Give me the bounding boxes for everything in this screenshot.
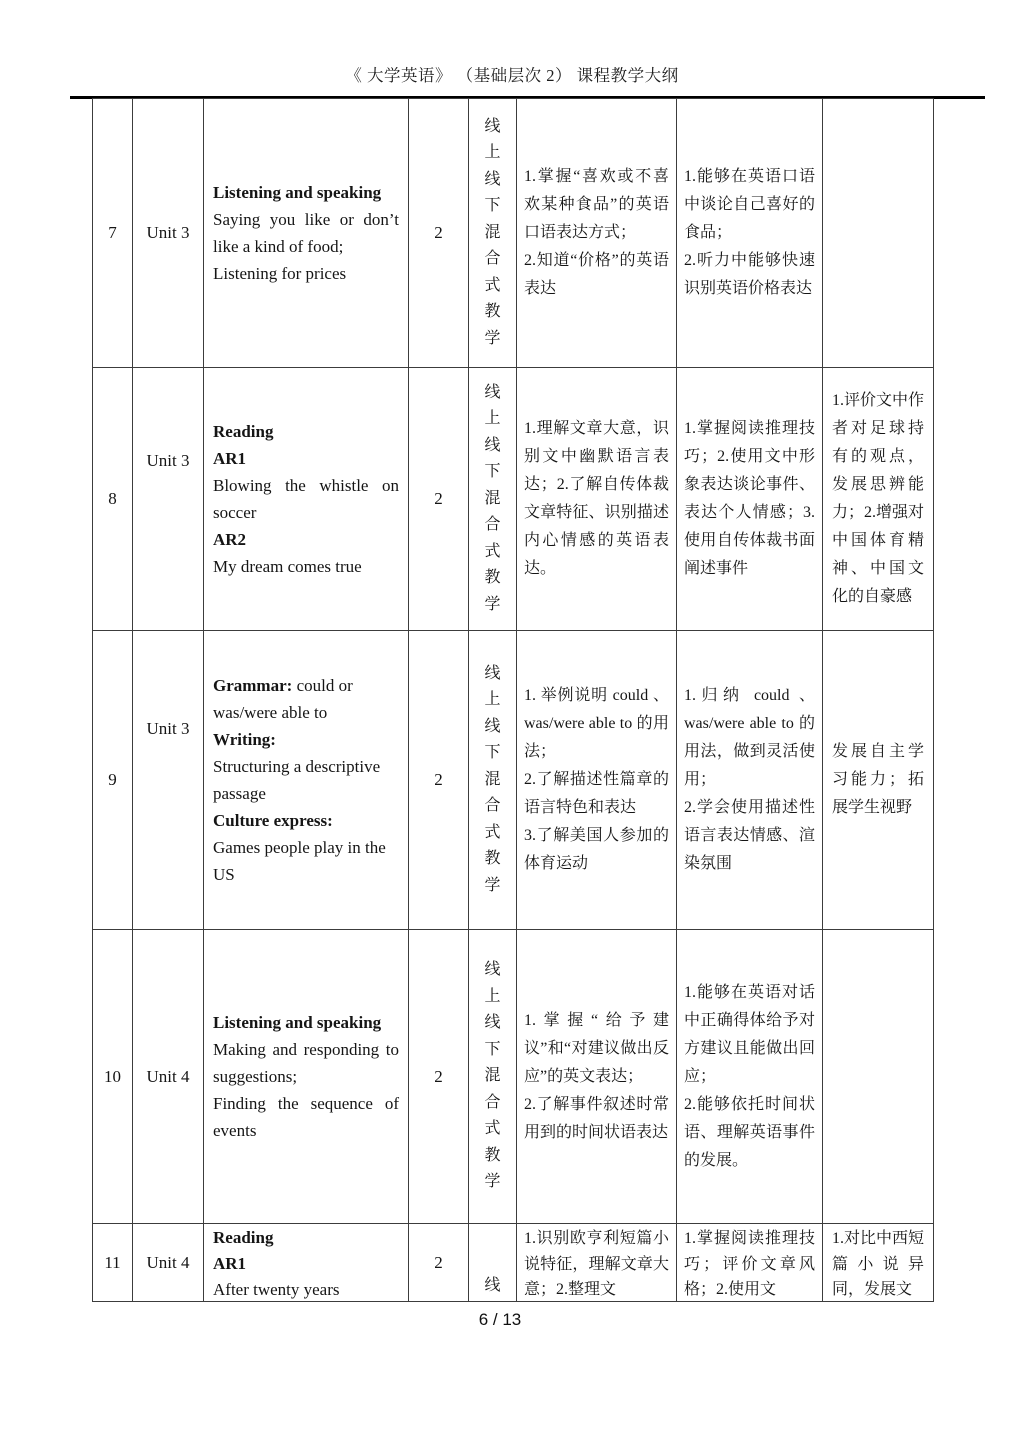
cell-row-number (93, 99, 133, 368)
method-char: 上 (484, 691, 501, 709)
cell-row-number-text: 8 (108, 489, 117, 508)
cell-teaching-method-text (469, 957, 516, 1196)
content-line: After twenty years (213, 1280, 340, 1299)
cell-hours (409, 368, 469, 631)
method-char: 上 (484, 410, 501, 428)
cell-content-text (204, 179, 408, 287)
literacy-item: 1.对比中西短篇小说异同，发展文 (832, 1230, 925, 1298)
cell-teaching-method-text (469, 380, 516, 619)
method-char: 学 (484, 1173, 501, 1191)
content-line-bold: Grammar: (213, 676, 293, 695)
content-line: Grammar: could or was/were able to (213, 676, 353, 722)
method-char: 混 (484, 770, 501, 788)
content-line (213, 1251, 399, 1277)
method-char: 式 (484, 542, 501, 560)
method-char: 线 (484, 664, 501, 682)
cell-unit (133, 1224, 204, 1302)
method-char: 下 (484, 1040, 501, 1058)
cell-abilities-text (677, 682, 822, 878)
cell-content-text (204, 1009, 408, 1144)
cell-literacy (823, 368, 934, 631)
cell-unit-text: Unit 3 (146, 719, 190, 738)
objective-item: 1. 举例说明 could 、was/were able to 的用法； (524, 687, 669, 760)
method-char: 式 (484, 823, 501, 841)
method-char: 学 (484, 329, 501, 347)
literacy-item: 发展自主学习能力；拓展学生视野 (832, 743, 924, 816)
content-line: Structuring a descriptive passage (213, 757, 381, 803)
ability-item: 2.听力中能够快速识别英语价格表达 (684, 252, 815, 297)
content-line (213, 1225, 399, 1251)
cell-row-number (93, 930, 133, 1224)
objective-item: 2.了解事件叙述时常用到的时间状语表达 (524, 1095, 669, 1141)
ability-item: 1.掌握阅读推理技巧；评价文章风格；2.使用文 (684, 1230, 815, 1298)
method-char: 下 (484, 744, 501, 762)
method-char: 式 (484, 1120, 501, 1138)
method-char: 线 (484, 170, 501, 188)
cell-content (204, 631, 409, 930)
method-char: 混 (484, 1067, 501, 1085)
cell-objectives-text (517, 415, 676, 583)
method-char: 混 (484, 223, 501, 241)
content-line (213, 807, 399, 834)
cell-objectives (517, 1224, 677, 1302)
cell-row-number-text: 9 (108, 770, 117, 789)
syllabus-table-body (93, 99, 934, 1302)
cell-row-number (93, 631, 133, 930)
content-line (213, 526, 399, 553)
cell-content (204, 368, 409, 631)
cell-unit (133, 99, 204, 368)
cell-hours-text: 2 (434, 489, 443, 508)
content-line-bold: Culture express: (213, 811, 333, 830)
cell-teaching-method (469, 99, 517, 368)
method-char: 教 (484, 1146, 501, 1164)
table-row (93, 930, 934, 1224)
table-row (93, 368, 934, 631)
method-char: 教 (484, 303, 501, 321)
cell-objectives-text (517, 1224, 676, 1301)
objective-item: 2.了解描述性篇章的语言特色和表达 (524, 771, 669, 816)
cell-objectives (517, 930, 677, 1224)
cell-abilities (677, 631, 823, 930)
cell-row-number-text: 7 (108, 223, 117, 242)
content-line: Saying you like or don’t like a kind of food; (213, 210, 399, 256)
cell-literacy-text (823, 1224, 933, 1301)
content-line-bold: Reading (213, 422, 274, 441)
method-char: 学 (484, 876, 501, 894)
cell-hours (409, 631, 469, 930)
cell-unit-text: Unit 3 (146, 451, 190, 470)
cell-row-number (93, 1224, 133, 1302)
cell-objectives (517, 99, 677, 368)
objective-item: 1.掌握“给予建议”和“对建议做出反应”的英文表达； (524, 1011, 669, 1085)
method-char: 合 (484, 797, 501, 815)
content-line: Making and responding to suggestions; (213, 1040, 399, 1086)
cell-content-text (204, 672, 408, 888)
cell-teaching-method (469, 631, 517, 930)
ability-item: 1.掌握阅读推理技巧；2.使用文中形象表达谈论事件、表达个人情感；3.使用自传体裁书面阐述事件 (684, 420, 815, 577)
content-line (213, 726, 399, 753)
cell-literacy (823, 631, 934, 930)
objective-item: 3.了解美国人参加的体育运动 (524, 827, 669, 872)
cell-abilities (677, 930, 823, 1224)
method-char: 合 (484, 1093, 501, 1111)
content-line-bold: Listening and speaking (213, 183, 382, 202)
objective-item: 1.理解文章大意，识别文中幽默语言表达；2.了解自传体裁文章特征、识别描述内心情感的英语表达。 (524, 420, 669, 577)
cell-literacy (823, 99, 934, 368)
content-line: Listening for prices (213, 264, 347, 283)
content-line-bold: AR1 (213, 1254, 247, 1273)
cell-teaching-method-text (469, 661, 516, 900)
cell-teaching-method (469, 368, 517, 631)
cell-teaching-method-text (469, 1273, 516, 1302)
cell-hours-text: 2 (434, 1066, 443, 1086)
objective-item: 1.识别欧亨利短篇小说特征，理解文章大意；2.整理文 (524, 1230, 669, 1298)
cell-teaching-method (469, 1224, 517, 1302)
method-char: 下 (484, 463, 501, 481)
content-line-bold: Writing: (213, 730, 276, 749)
method-char: 线 (484, 383, 501, 401)
objective-item: 1.掌握“喜欢或不喜欢某种食品”的英语口语表达方式； (524, 168, 669, 241)
ability-item: 1.归纳 could 、was/were able to 的用法，做到灵活使用； (684, 687, 815, 788)
method-char: 上 (484, 987, 501, 1005)
method-char: 合 (484, 516, 501, 534)
cell-teaching-method-text (469, 114, 516, 353)
cell-unit (133, 368, 204, 631)
objective-item: 2.知道“价格”的英语表达 (524, 252, 669, 297)
cell-literacy-text (823, 387, 933, 611)
method-char: 下 (484, 197, 501, 215)
cell-hours (409, 930, 469, 1224)
cell-abilities (677, 99, 823, 368)
cell-row-number (93, 368, 133, 631)
cell-hours-text: 2 (434, 223, 443, 242)
cell-unit-text: Unit 4 (146, 1066, 190, 1086)
content-line: Blowing the whistle on soccer (213, 476, 399, 522)
cell-literacy (823, 930, 934, 1224)
table-row (93, 99, 934, 368)
syllabus-table (92, 98, 934, 1302)
cell-abilities (677, 368, 823, 631)
cell-unit (133, 631, 204, 930)
cell-hours-text: 2 (434, 770, 443, 789)
cell-teaching-method (469, 930, 517, 1224)
cell-content-text (204, 1224, 408, 1300)
content-line: Finding the sequence of events (213, 1094, 399, 1140)
cell-literacy (823, 1224, 934, 1302)
cell-row-number-text: 11 (104, 1252, 121, 1272)
cell-objectives (517, 368, 677, 631)
method-char: 混 (484, 489, 501, 507)
cell-content-text (204, 418, 408, 580)
method-char: 教 (484, 569, 501, 587)
ability-item: 1.能够在英语对话中正确得体给予对方建议且能做出回应； (684, 983, 815, 1085)
ability-item: 2.学会使用描述性语言表达情感、渲染氛围 (684, 799, 815, 872)
content-line-bold: AR1 (213, 449, 247, 468)
cell-objectives-text (517, 163, 676, 303)
cell-unit-text: Unit 4 (146, 1252, 190, 1272)
cell-content (204, 99, 409, 368)
page-number: 6 / 13 (478, 1310, 522, 1329)
ability-item: 1.能够在英语口语中谈论自己喜好的食品； (684, 168, 815, 241)
cell-hours (409, 1224, 469, 1302)
method-char: 线 (484, 717, 501, 735)
content-line (213, 1009, 399, 1036)
content-line: My dream comes true (213, 557, 362, 576)
cell-objectives (517, 631, 677, 930)
method-char: 线 (484, 117, 501, 135)
method-char: 线 (484, 1014, 501, 1032)
cell-abilities-text (677, 1224, 822, 1301)
ability-item: 2.能够依托时间状语、理解英语事件的发展。 (684, 1095, 815, 1169)
method-char: 上 (484, 144, 501, 162)
method-char: 合 (484, 250, 501, 268)
cell-hours-text: 2 (434, 1252, 443, 1272)
cell-abilities-text (677, 415, 822, 583)
cell-unit (133, 930, 204, 1224)
cell-objectives-text (517, 682, 676, 878)
cell-row-number-text: 10 (104, 1066, 121, 1086)
method-char: 线 (484, 436, 501, 454)
method-char: 学 (484, 595, 501, 613)
cell-content (204, 930, 409, 1224)
cell-objectives-text (517, 1007, 676, 1147)
content-line-bold: Reading (213, 1228, 274, 1247)
content-line-bold: AR2 (213, 530, 247, 549)
content-line (213, 445, 399, 472)
method-char: 线 (484, 961, 501, 979)
cell-literacy-text (823, 738, 933, 822)
cell-abilities (677, 1224, 823, 1302)
cell-abilities-text (677, 163, 822, 303)
table-row (93, 1224, 934, 1302)
content-line (213, 418, 399, 445)
content-line: Games people play in the US (213, 838, 386, 884)
cell-abilities-text (677, 979, 822, 1175)
content-line (213, 179, 399, 206)
method-char: 式 (484, 276, 501, 294)
cell-hours (409, 99, 469, 368)
table-row (93, 631, 934, 930)
content-line-bold: Listening and speaking (213, 1013, 382, 1032)
cell-content (204, 1224, 409, 1302)
method-char: 教 (484, 850, 501, 868)
literacy-item: 1.评价文中作者对足球持有的观点，发展思辨能力；2.增强对中国体育精神、中国文化的自豪感 (832, 392, 925, 605)
page-header-title: 《 大学英语》 （基础层次 2） 课程教学大纲 (345, 66, 679, 85)
cell-unit-text: Unit 3 (146, 223, 190, 242)
method-char: 线 (484, 1276, 501, 1294)
